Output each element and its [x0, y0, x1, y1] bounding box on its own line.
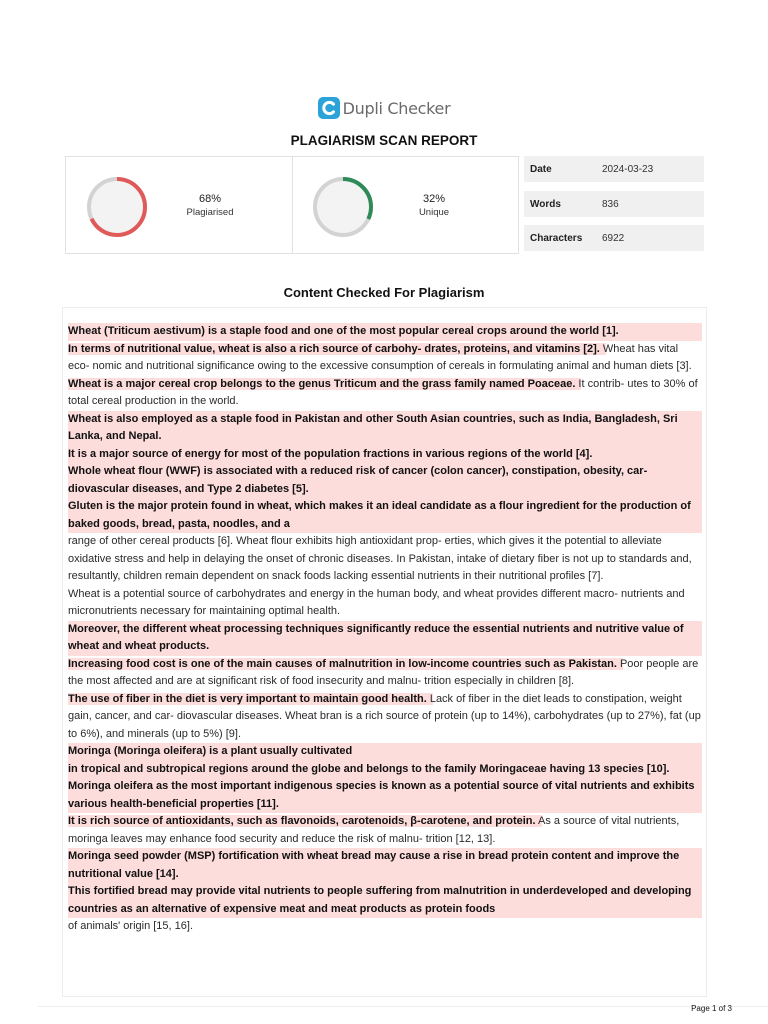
- score-panel: [65, 156, 519, 254]
- unique-label: Unique: [418, 207, 450, 218]
- meta-key: Characters: [530, 232, 583, 244]
- plagiarised-sentence: Wheat (Triticum aestivum) is a staple food and one of the most popular cereal crops around the world [1].: [68, 323, 702, 341]
- page-number: Page 1 of 3: [691, 1004, 732, 1013]
- plagiarised-score: [165, 193, 255, 218]
- unique-text: Wheat is a potential source of carbohydrates and energy in the human body, and wheat provides different macro- nutrients and micronutrients necessary for maintaining optimal health.: [68, 587, 685, 617]
- unique-score: [389, 193, 479, 218]
- meta-value: 6922: [602, 232, 625, 244]
- plagiarised-sentence: Moringa oleifera as the most important indigenous species is known as a potential source of vital nutrients and exhibits various health-beneficial properties [11].: [68, 778, 702, 813]
- content-paragraph: [68, 586, 702, 621]
- plagiarised-sentence: The use of fiber in the diet is very important to maintain good health.: [68, 693, 433, 705]
- content-paragraph: [68, 498, 702, 533]
- plagiarised-sentence: It is rich source of antioxidants, such as flavonoids, carotenoids, β-carotene, and protein.: [68, 815, 542, 827]
- content-paragraph: [68, 656, 702, 691]
- content-paragraph: [68, 411, 702, 446]
- content-paragraph: [68, 813, 702, 848]
- content-paragraph: [68, 778, 702, 813]
- plagiarised-sentence: Increasing food cost is one of the main causes of malnutrition in low-income countries such as Pakistan.: [68, 658, 623, 670]
- content-paragraph: [68, 323, 702, 341]
- content-paragraph: [68, 463, 702, 498]
- score-divider: [292, 157, 293, 253]
- dupli-checker-logo-icon: [318, 97, 340, 119]
- meta-key: Date: [530, 163, 552, 175]
- unique-text: Poor people are the most affected and are at significant risk of food insecurity and malnu- trition especially in children [8].: [68, 657, 699, 687]
- plagiarised-label: Plagiarised: [186, 207, 234, 218]
- content-heading: Content Checked For Plagiarism: [283, 285, 485, 300]
- content-paragraph: [68, 918, 702, 936]
- plagiarised-sentence: in tropical and subtropical regions around the globe and belongs to the family Moringaceae having 13 species [10].: [68, 761, 702, 779]
- footer-divider: [38, 1006, 768, 1007]
- checked-content: [68, 323, 702, 936]
- brand-logo: [0, 96, 768, 120]
- unique-text: range of other cereal products [6]. Wheat flour exhibits high antioxidant prop- erties, which gives it the potential to alleviate oxidative stress and help in delaying the onset of chronic diseases. In Pakistan, intake of dietary fiber is not up to standards and, resultantly, children remain dependent on snack foods lacking essential nutrients in their nutritional profiles [7].: [68, 535, 692, 582]
- content-paragraph: [68, 376, 702, 411]
- brand-name: Dupli Checker: [342, 98, 451, 118]
- unique-text: As a source of vital nutrients, moringa leaves may enhance food security and reduce the risk of malnu- trition [12, 13].: [68, 815, 680, 845]
- unique-text: Lack of fiber in the diet leads to constipation, weight gain, cancer, and car- diovascular diseases. Wheat bran is a rich source of protein (up to 14%), carbohydrates (up to 27%), fat (up to 6%), and minerals (up to 5%) [9].: [68, 692, 701, 740]
- content-paragraph: [68, 621, 702, 656]
- plagiarised-sentence: This fortified bread may provide vital nutrients to people suffering from malnutrition in underdeveloped and developing countries as an alternative of expensive meat and meat products as protein foods: [68, 883, 702, 918]
- report-title: PLAGIARISM SCAN REPORT: [290, 133, 478, 148]
- unique-text: of animals' origin [15, 16].: [68, 920, 194, 932]
- plagiarised-percent: 68%: [198, 193, 222, 205]
- meta-date: [524, 156, 704, 182]
- meta-words: [524, 191, 704, 217]
- content-paragraph: [68, 743, 702, 761]
- unique-percent: 32%: [422, 193, 446, 205]
- plagiarised-sentence: Gluten is the major protein found in wheat, which makes it an ideal candidate as a flour ingredient for the production of baked goods, bread, pasta, noodles, and a: [68, 498, 702, 533]
- unique-text: Wheat has vital eco- nomic and nutritional significance owing to the excessive consumption of cereals in formulating animal and human diets [3].: [68, 342, 692, 372]
- plagiarised-sentence: Whole wheat flour (WWF) is associated with a reduced risk of cancer (colon cancer), constipation, obesity, car- diovascular diseases, and Type 2 diabetes [5].: [68, 463, 702, 498]
- meta-key: Words: [530, 198, 561, 210]
- meta-value: 2024-03-23: [602, 163, 654, 175]
- plagiarised-sentence: It is a major source of energy for most of the population fractions in various regions of the world [4].: [68, 446, 702, 464]
- meta-characters: [524, 225, 704, 251]
- plagiarised-sentence: Wheat is also employed as a staple food in Pakistan and other South Asian countries, such as India, Bangladesh, Sri Lanka, and Nepal.: [68, 411, 702, 446]
- content-paragraph: [68, 341, 702, 376]
- content-paragraph: [68, 533, 702, 586]
- plagiarised-sentence: In terms of nutritional value, wheat is also a rich source of carbohy- drates, proteins, and vitamins [2].: [68, 343, 606, 355]
- content-paragraph: [68, 691, 702, 744]
- content-paragraph: [68, 848, 702, 883]
- plagiarised-sentence: Wheat is a major cereal crop belongs to the genus Triticum and the grass family named Poaceae.: [68, 378, 581, 390]
- plagiarised-donut-chart: [86, 176, 148, 238]
- plagiarised-sentence: Moringa seed powder (MSP) fortification with wheat bread may cause a rise in bread protein content and improve the nutritional value [14].: [68, 848, 702, 883]
- unique-text: It contrib- utes to 30% of total cereal production in the world.: [68, 377, 698, 407]
- content-paragraph: [68, 883, 702, 918]
- meta-value: 836: [602, 198, 619, 210]
- plagiarised-sentence: Moringa (Moringa oleifera) is a plant usually cultivated: [68, 743, 702, 761]
- content-paragraph: [68, 446, 702, 464]
- unique-donut-chart: [312, 176, 374, 238]
- content-paragraph: [68, 761, 702, 779]
- plagiarised-sentence: Moreover, the different wheat processing techniques significantly reduce the essential nutrients and nutritive value of wheat and wheat products.: [68, 621, 702, 656]
